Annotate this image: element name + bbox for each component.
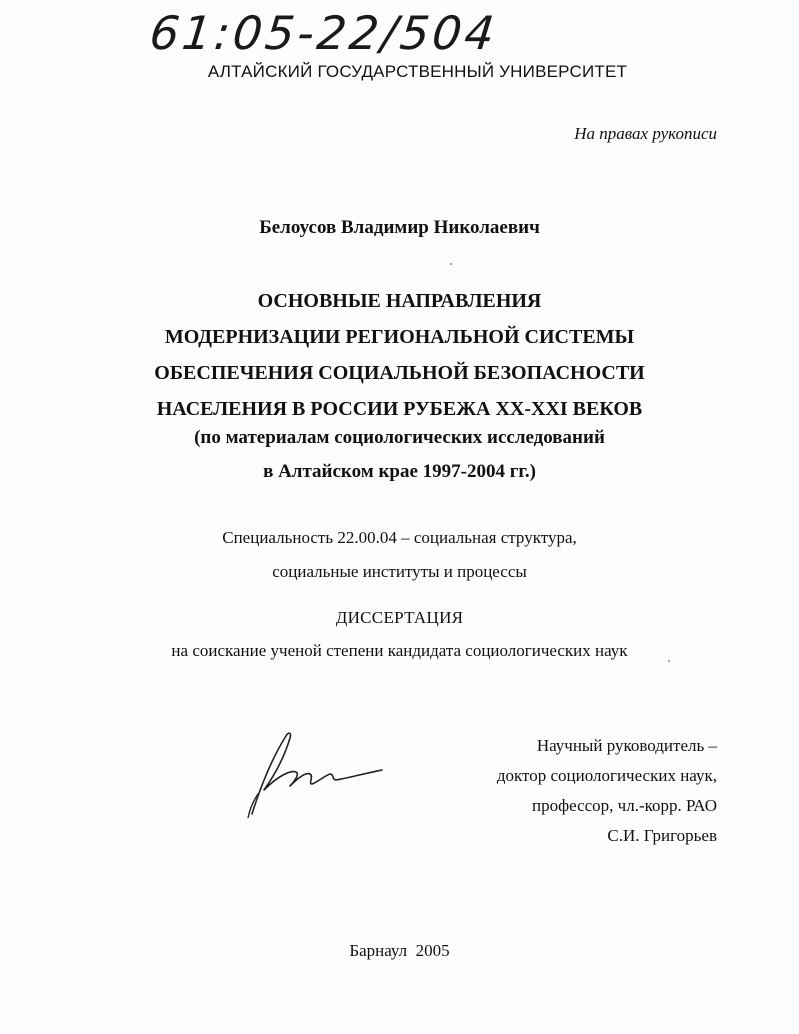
scan-speck xyxy=(668,660,670,662)
advisor-line: доктор социологических наук, xyxy=(496,766,717,785)
advisor-line: профессор, чл.-корр. РАО xyxy=(532,796,717,815)
dissertation-type: ДИССЕРТАЦИЯ xyxy=(335,608,464,627)
dissertation-purpose: на соискание ученой степени кандидата социологических наук xyxy=(171,641,628,660)
title-line: ОБЕСПЕЧЕНИЯ СОЦИАЛЬНОЙ БЕЗОПАСНОСТИ xyxy=(154,362,645,384)
author-name: Белоусов Владимир Николаевич xyxy=(259,217,540,238)
subtitle-line: в Алтайском крае 1997-2004 гг.) xyxy=(263,461,536,482)
specialty-line: Специальность 22.00.04 – социальная структура, xyxy=(222,528,577,547)
title-line: МОДЕРНИЗАЦИИ РЕГИОНАЛЬНОЙ СИСТЕМЫ xyxy=(164,326,635,348)
university-name: АЛТАЙСКИЙ ГОСУДАРСТВЕННЫЙ УНИВЕРСИТЕТ xyxy=(207,62,628,81)
specialty-line: социальные институты и процессы xyxy=(272,562,527,581)
dissertation-subtitle xyxy=(0,421,799,489)
advisor-line: Научный руководитель – xyxy=(536,736,717,755)
title-line: НАСЕЛЕНИЯ В РОССИИ РУБЕЖА XX-XXI ВЕКОВ xyxy=(156,398,643,420)
advisor-line: С.И. Григорьев xyxy=(607,826,717,845)
handwritten-signature xyxy=(238,728,388,818)
place-and-year: Барнаул 2005 xyxy=(349,941,450,960)
dissertation-title xyxy=(0,283,799,427)
scientific-advisor xyxy=(497,731,717,851)
handwritten-archive-code: 61:05-22/504 xyxy=(147,6,500,60)
scan-speck xyxy=(450,263,452,265)
manuscript-note: На правах рукописи xyxy=(574,124,717,143)
title-line: ОСНОВНЫЕ НАПРАВЛЕНИЯ xyxy=(257,290,542,312)
subtitle-line: (по материалам социологических исследований xyxy=(194,427,605,448)
specialty xyxy=(0,521,799,589)
